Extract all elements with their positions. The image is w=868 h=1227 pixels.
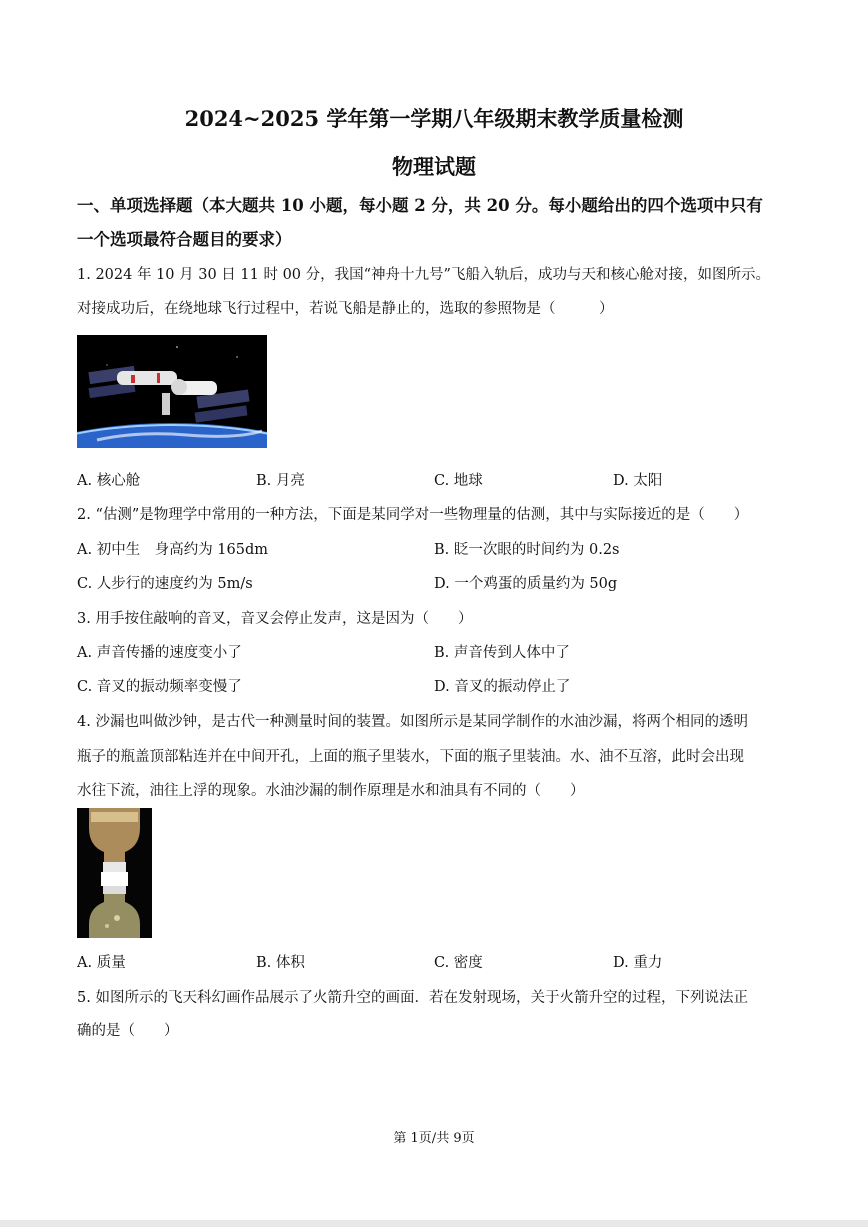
page-footer: 第 1页/共 9页 (393, 1131, 475, 1146)
page-subtitle: 物理试题 (392, 154, 476, 179)
question-4-option-c: C. 密度 (434, 955, 483, 971)
question-3-option-a: A. 声音传播的速度变小了 (77, 645, 242, 661)
question-4-option-a: A. 质量 (77, 955, 126, 971)
question-2-option-a: A. 初中生 身高约为 165dm (77, 542, 269, 558)
question-3-option-b: B. 声音传到人体中了 (434, 645, 570, 661)
question-4-option-b: B. 体积 (256, 955, 305, 971)
question-1-option-c: C. 地球 (434, 473, 483, 489)
question-3-option-d: D. 音叉的振动停止了 (434, 679, 571, 695)
question-4-line1: 4. 沙漏也叫做沙钟，是古代一种测量时间的装置。如图所示是某同学制作的水油沙漏，将两个相同的透明 (77, 714, 748, 730)
question-4-option-d: D. 重力 (613, 955, 663, 971)
question-1-line2: 对接成功后，在绕地球飞行过程中，若说飞船是静止的，选取的参照物是（ ） (77, 301, 614, 317)
space-station-image (77, 335, 267, 448)
question-2-option-b: B. 眨一次眼的时间约为 0.2s (434, 542, 620, 558)
question-2-option-d: D. 一个鸡蛋的质量约为 50g (434, 576, 618, 592)
page-title: 2024~2025 学年第一学期八年级期末教学质量检测 (184, 106, 684, 131)
section-heading-line2: 一个选项最符合题目的要求） (77, 230, 292, 249)
bottom-bar (0, 1220, 868, 1227)
question-3-option-c: C. 音叉的振动频率变慢了 (77, 679, 242, 695)
hourglass-bottle-image (77, 808, 152, 938)
question-1-option-a: A. 核心舱 (77, 473, 141, 489)
question-1-option-b: B. 月亮 (256, 473, 305, 489)
question-5-line2: 确的是（ ） (77, 1023, 179, 1039)
question-5-line1: 5. 如图所示的飞天科幻画作品展示了火箭升空的画面．若在发射现场，关于火箭升空的过程，下列说法正 (77, 990, 748, 1006)
space-station-illustration (77, 335, 267, 448)
question-4-line3: 水往下流，油往上浮的现象。水油沙漏的制作原理是水和油具有不同的（ ） (77, 783, 585, 799)
question-3-line1: 3. 用手按住敲响的音叉，音叉会停止发声，这是因为（ ） (77, 611, 473, 627)
section-heading-line1: 一、单项选择题（本大题共 10 小题，每小题 2 分，共 20 分。每小题给出的四个选项中只有 (77, 196, 763, 215)
question-1-option-d: D. 太阳 (613, 473, 663, 489)
question-4-line2: 瓶子的瓶盖顶部粘连并在中间开孔，上面的瓶子里装水，下面的瓶子里装油。水、油不互溶，此时会出现 (77, 749, 744, 765)
question-2-option-c: C. 人步行的速度约为 5m/s (77, 576, 253, 592)
question-1-line1: 1. 2024 年 10 月 30 日 11 时 00 分，我国“神舟十九号”飞船入轨后，成功与天和核心舱对接，如图所示。 (77, 267, 770, 283)
question-2-line1: 2. “估测”是物理学中常用的一种方法，下面是某同学对一些物理量的估测，其中与实际接近的是（ ） (77, 507, 749, 523)
water-oil-hourglass-illustration (77, 808, 152, 938)
